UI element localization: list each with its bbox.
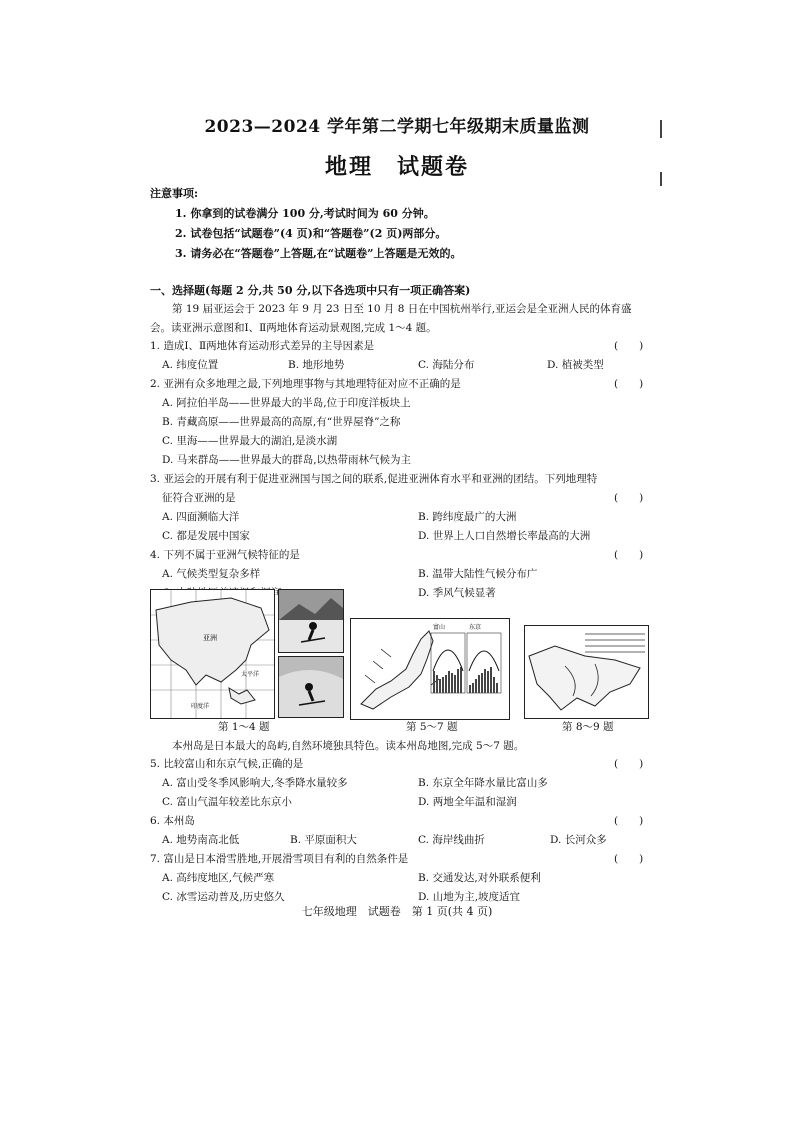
option: B. 跨纬度最广的大洲 (418, 511, 517, 523)
option: A. 富山受冬季风影响大,冬季降水量较多 (162, 777, 348, 789)
question-stem: 3. 亚运会的开展有利于促进亚洲国与国之间的联系,促进亚洲体育水平和亚洲的团结。下列地理特 (150, 473, 598, 485)
answer-bracket: ( ) (614, 758, 644, 770)
option: C. 里海——世界最大的湖泊,是淡水湖 (162, 435, 338, 447)
question-stem-continued: 征符合亚洲的是 (162, 492, 236, 504)
answer-bracket: ( ) (614, 549, 644, 561)
note-item: 3. 请务必在“答题卷”上答题,在“试题卷”上答题是无效的。 (175, 247, 462, 260)
answer-bracket: ( ) (614, 378, 644, 390)
intro-paragraph: 第 19 届亚运会于 2023 年 9 月 23 日至 10 月 8 日在中国杭州举行,亚运会是全亚洲人民的体育盛会。读亚洲示意图和Ⅰ、Ⅱ两地体育运动景观图,完成 1～4 题。 (150, 303, 632, 334)
map-label: 亚洲 (203, 634, 217, 642)
question-stem: 7. 富山是日本滑雪胜地,开展滑雪项目有利的自然条件是 (150, 853, 409, 865)
option: A. 气候类型复杂多样 (162, 568, 261, 580)
intro-paragraph: 本州岛是日本最大的岛屿,自然环境独具特色。读本州岛地图,完成 5～7 题。 (172, 740, 525, 752)
option: C. 冰雪运动普及,历史悠久 (162, 891, 285, 903)
answer-bracket: ( ) (614, 853, 644, 865)
question-stem: 4. 下列不属于亚洲气候特征的是 (150, 549, 300, 561)
option: B. 地形地势 (288, 359, 345, 371)
figure-caption: 第 5～7 题 (406, 721, 458, 733)
option: D. 山地为主,坡度适宜 (418, 891, 521, 903)
question-stem: 1. 造成Ⅰ、Ⅱ两地体育运动形式差异的主导因素是 (150, 340, 375, 352)
figure-caption: 第 8～9 题 (562, 721, 614, 733)
region-map-figure (524, 625, 649, 719)
asia-map-figure (150, 589, 275, 719)
notes-heading: 注意事项: (150, 187, 199, 200)
option: B. 交通发达,对外联系便利 (418, 872, 541, 884)
climate-chart-label: 东京 (469, 624, 482, 631)
answer-bracket: ( ) (614, 340, 644, 352)
section-heading: 一、选择题(每题 2 分,共 50 分,以下各选项中只有一项正确答案) (150, 284, 471, 297)
question-stem: 6. 本州岛 (150, 815, 195, 827)
option: D. 世界上人口自然增长率最高的大洲 (418, 530, 591, 542)
asia-map-svg (151, 590, 274, 718)
option: D. 马来群岛——世界最大的群岛,以热带雨林气候为主 (162, 454, 412, 466)
option: A. 地势南高北低 (162, 834, 240, 846)
exam-title: 2023—2024 学年第二学期七年级期末质量监测 (204, 117, 590, 137)
option: C. 海陆分布 (418, 359, 475, 371)
map-label: 印度洋 (191, 703, 210, 710)
option: B. 温带大陆性气候分布广 (418, 568, 538, 580)
honshu-map-svg (351, 619, 509, 719)
option: D. 两地全年温和湿润 (418, 796, 517, 808)
option: D. 季风气候显著 (418, 587, 496, 599)
note-item: 1. 你拿到的试卷满分 100 分,考试时间为 60 分钟。 (175, 207, 435, 220)
honshu-map-figure (350, 618, 510, 720)
answer-bracket: ( ) (614, 815, 644, 827)
sandboarding-photo (278, 656, 344, 718)
question-stem: 5. 比较富山和东京气候,正确的是 (150, 758, 304, 770)
option: C. 富山气温年较差比东京小 (162, 796, 292, 808)
option: B. 青藏高原——世界最高的高原,有“世界屋脊”之称 (162, 416, 401, 428)
option: D. 植被类型 (547, 359, 604, 371)
page-footer: 七年级地理 试题卷 第 1 页(共 4 页) (301, 905, 493, 918)
exam-subtitle: 地理 试题卷 (324, 154, 469, 180)
option: A. 阿拉伯半岛——世界最大的半岛,位于印度洋板块上 (162, 397, 411, 409)
answer-bracket: ( ) (614, 492, 644, 504)
question-stem: 2. 亚洲有众多地理之最,下列地理事物与其地理特征对应不正确的是 (150, 378, 461, 390)
option: C. 都是发展中国家 (162, 530, 250, 542)
climate-chart-label: 富山 (433, 624, 446, 631)
option: A. 四面濒临大洋 (162, 511, 240, 523)
skiing-photo (278, 589, 344, 653)
figure-caption: 第 1～4 题 (218, 721, 270, 733)
option: B. 平原面积大 (290, 834, 357, 846)
option: A. 纬度位置 (162, 359, 219, 371)
option: D. 长河众多 (550, 834, 607, 846)
option: A. 高纬度地区,气候严寒 (162, 872, 275, 884)
option: C. 海岸线曲折 (418, 834, 485, 846)
map-label: 太平洋 (241, 671, 260, 678)
region-map-svg (525, 626, 648, 718)
note-item: 2. 试卷包括“试题卷”(4 页)和“答题卷”(2 页)两部分。 (175, 227, 447, 240)
option: B. 东京全年降水量比富山多 (418, 777, 548, 789)
